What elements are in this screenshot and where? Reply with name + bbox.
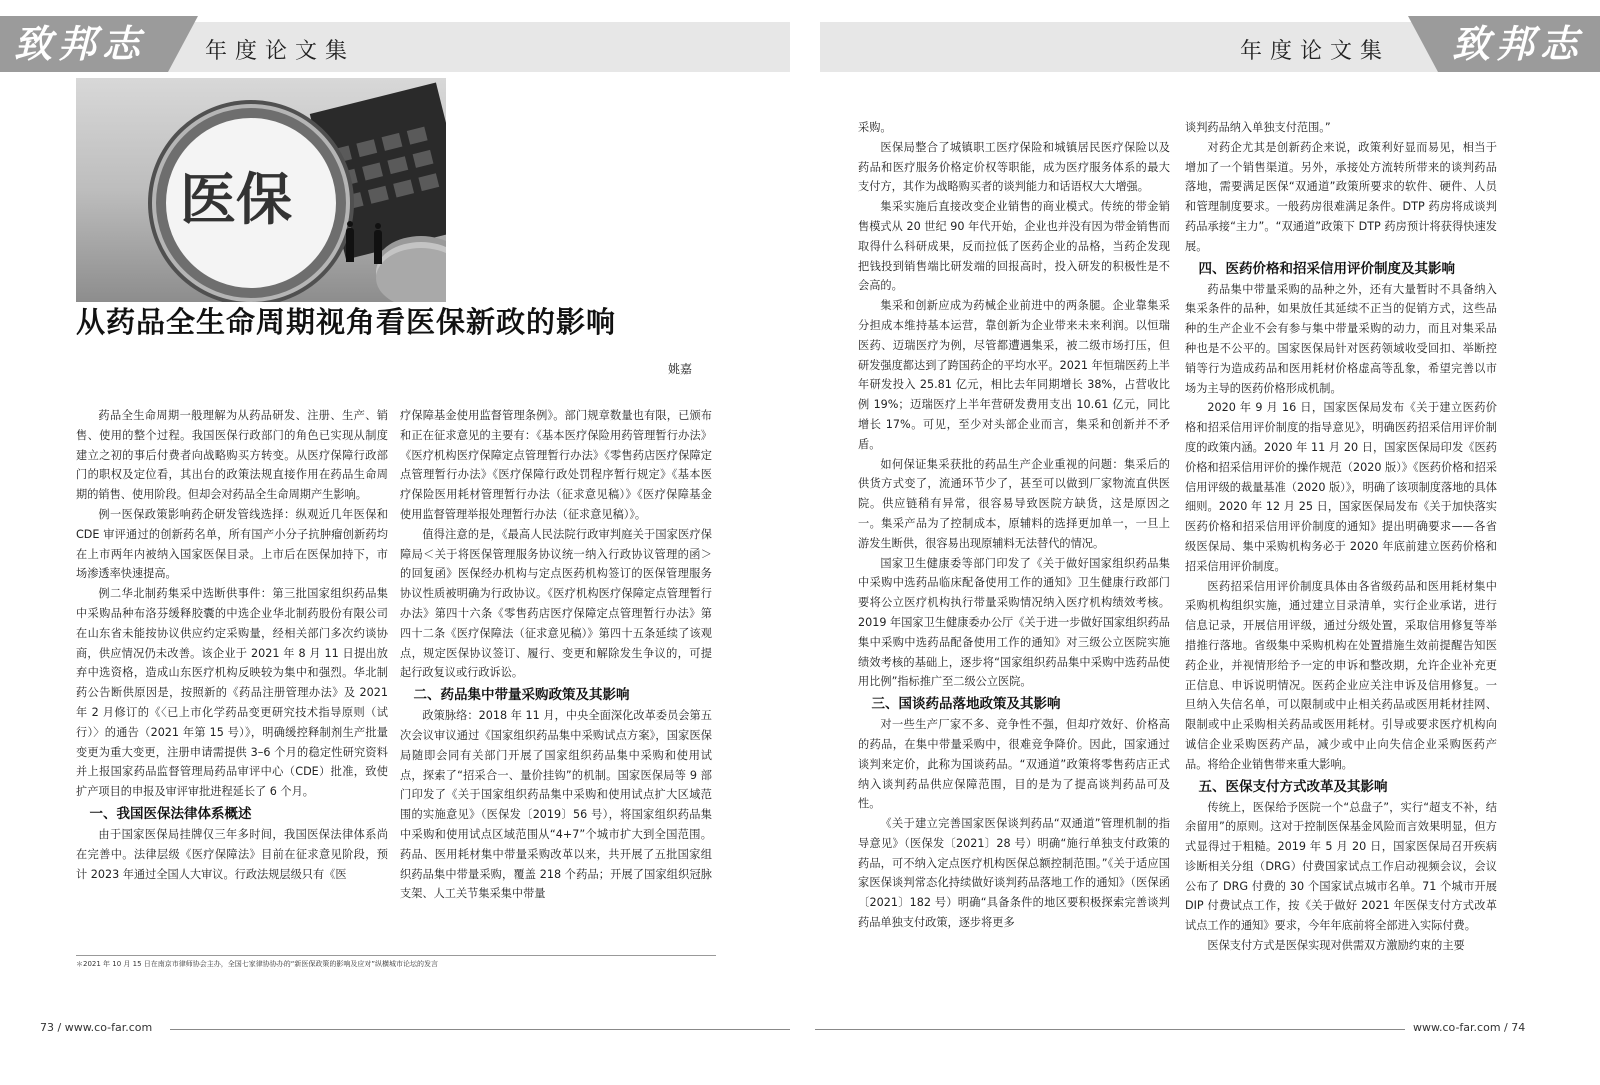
paragraph: 药品全生命周期一般理解为从药品研发、注册、生产、销售、使用的整个过程。我国医保行政部门的角色已实现从制度建立之初的事后付费者向战略购买方转变。从医疗保障行政部门的职权及定位看，其出台的政策法规直接作用在药品生命周期的销售、使用阶段。但却会对药品全生命周期产生影响。 xyxy=(76,409,388,502)
paragraph: 如何保证集采获批的药品生产企业重视的问题：集采后的供货方式变了，流通环节少了，甚至可以做到厂家物流直供医院。供应链稍有异常，很容易导致医院方缺货，这是原因之一。集采产品为了控制成本，原辅料的选择更加单一，一旦上游发生断供，很容易出现原辅料无法替代的情况。 xyxy=(858,457,1170,550)
paragraph: 由于国家医保局挂牌仅三年多时间，我国医保法律体系尚在完善中。法律层级《医疗保障法》目前在征求意见阶段，预计 2023 年通过全国人大审议。行政法规层级只有《医 xyxy=(76,827,388,881)
paragraph: 医保支付方式是医保实现对供需双方激励约束的主要 xyxy=(1207,939,1465,953)
section-title-right: 年度论文集 xyxy=(1240,39,1391,64)
section-heading: 三、国谈药品落地政策及其影响 xyxy=(871,696,1061,713)
lens-text: 医保 xyxy=(180,168,292,233)
paragraph: 医保局整合了城镇职工医疗保险和城镇居民医疗保险以及药品和医疗服务价格定价权等职能，成为医疗服务体系的最大支付方，其作为战略购买者的谈判能力和话语权大大增强。 xyxy=(858,140,1170,194)
paragraph: 集采和创新应成为药械企业前进中的两条腿。企业靠集采分担成本维持基本运营，靠创新为企业带来未来利润。以恒瑞医药、迈瑞医疗为例，尽管都遭遇集采，被二级市场打压，但研发强度都达到了跨国药企的平均水平。2021 年恒瑞医药上半年研发投入 25.81 亿元，相比去年同期增长 38%，占营收比例 19%；迈瑞医疗上半年营研发费用支出 10.61 亿元，同比增长 17%。可见，至少对头部企业而言，集采和创新并不矛盾。 xyxy=(858,299,1170,451)
paragraph: 国家卫生健康委等部门印发了《关于做好国家组织药品集中采购中选药品临床配备使用工作的通知》卫生健康行政部门要将公立医疗机构执行带量采购情况纳入医疗机构绩效考核。2019 年国家卫生健康委办公厅《关于进一步做好国家组织药品集中采购中选药品配备使用工作的通知》对三级公立医院实施绩效考核的基础上，逐步将“国家组织药品集中采购中选药品使用比例”指标推广至二级公立医院。 xyxy=(858,556,1170,689)
section-heading: 二、药品集中带量采购政策及其影响 xyxy=(413,687,630,704)
paragraph: 谈判药品纳入单独支付范围。” xyxy=(1185,121,1331,134)
section-title-left: 年度论文集 xyxy=(205,39,356,64)
masthead-notch-left xyxy=(168,16,198,72)
section-heading: 五、医保支付方式改革及其影响 xyxy=(1198,778,1388,795)
paragraph: 医药招采信用评价制度具体由各省级药品和医用耗材集中采购机构组织实施，通过建立目录清单，实行企业承诺，进行信息记录，开展信用评级，通过分级处置，采取信用修复等举措推行落地。省级集中采购机构在处置措施生效前提醒告知医药企业，并视情形给予一定的申诉和整改期，允许企业补充更正信息、申诉说明情况。医药企业应关注申诉及信用修复。一旦纳入失信名单，可以限制或中止相关药品或医用耗材挂网、限制或中止采购相关药品或医用耗材。引导或要求医疗机构向诚信企业采购医药产品，减少或中止向失信企业采购医药产品。将给企业销售带来重大影响。 xyxy=(1185,579,1497,771)
paragraph: 政策脉络：2018 年 11 月，中央全面深化改革委员会第五次会议审议通过《国家组织药品集中采购试点方案》，国家医保局随即会同有关部门开展了国家组织药品集中采购和使用试点，探索了“招采合一、量价挂钩”的机制。国家医保局等 9 部门印发了《关于国家组织药品集中采购和使用试点扩大区域范围的实施意见》（医保发〔2019〕56 号），将国家组织药品集中采购和使用试点区域范围从“4+7”个城市扩大到全国范围。药品、医用耗材集中带量采购改革以来，共开展了五批国家组织药品集中带量采购，覆盖 218 个药品；开展了国家组织冠脉支架、人工关节集采集中带量 xyxy=(400,709,712,901)
text-column-2 xyxy=(400,406,712,904)
footer-rule-right xyxy=(815,1029,1405,1030)
masthead-notch-right xyxy=(1408,16,1438,72)
businessman-figure xyxy=(346,228,354,262)
text-column-1 xyxy=(76,406,388,884)
paragraph: 对一些生产厂家不多、竞争性不强，但却疗效好、价格高的药品，在集中带量采购中，很难竞争降价。因此，国家通过谈判来定价，此称为国谈药品。“双通道”政策将零售药店正式纳入谈判药品供应保障范围，目的是为了提高谈判药品可及性。 xyxy=(858,718,1170,811)
text-column-4 xyxy=(1185,118,1497,956)
paragraph: 对药企尤其是创新药企来说，政策利好显而易见，相当于增加了一个销售渠道。另外，承接处方流转所带来的谈判药品落地，需要满足医保“双通道”政策所要求的软件、硬件、人员和管理制度要求。一般药房很难满足条件。DTP 药房将成谈判药品承接“主力”。“双通道”政策下 DTP 药房预计将获得快速发展。 xyxy=(1185,140,1497,253)
section-heading: 一、我国医保法律体系概述 xyxy=(89,805,252,822)
paragraph: 传统上，医保给予医院一个“总盘子”，实行“超支不补，结余留用”的原则。这对于控制医保基金风险而言效果明显，但方式显得过于粗糙。2019 年 5 月 20 日，国家医保局召开疾病诊断相关分组（DRG）付费国家试点工作启动视频会议，会议公布了 DRG 付费的 30 个国家试点城市名单。71 个城市开展 DIP 付费试点工作，按《关于做好 2021 年医保支付方式改革试点工作的通知》要求，今年年底前将全部进入实际付费。 xyxy=(1185,800,1497,933)
paragraph: 《关于建立完善国家医保谈判药品“双通道”管理机制的指导意见》（医保发〔2021〕28 号）明确“施行单独支付政策的药品，可不纳入定点医疗机构医保总额控制范围。”《关于适应国家医保谈判常态化持续做好谈判药品落地工作的通知》（医保函〔2021〕182 号）明确“具备条件的地区要积极探索完善谈判药品单独支付政策，逐步将更多 xyxy=(858,817,1170,930)
footnote-rule xyxy=(76,955,716,956)
footer-rule-left xyxy=(170,1029,790,1030)
businessman-figure xyxy=(374,230,382,264)
hero-image xyxy=(76,78,446,302)
paragraph: 例一医保政策影响药企研发管线选择：纵观近几年医保和 CDE 审评通过的创新药名单，所有国产小分子抗肿瘤创新药均在上市两年内被纳入国家医保目录。上市后在医保加持下，市场渗透率快速提高。 xyxy=(76,507,388,581)
paragraph: 2020 年 9 月 16 日，国家医保局发布《关于建立医药价格和招采信用评价制度的指导意见》，明确医药招采信用评价制度的政策内涵。2020 年 11 月 20 日，国家医保局印发《医药价格和招采信用评价的操作规范（2020 版）》《医药价格和招采信用评级的裁量基准（2020 版）》，明确了该项制度落地的具体细则。2020 年 12 月 25 日，国家医保局发布《关于加快落实医药价格和招采信用评价制度的通知》提出明确要求——各省级医保局、集中采购机构务必于 2020 年底前建立医药价格和招采信用评价制度。 xyxy=(1185,401,1497,573)
paragraph: 集采实施后直接改变企业销售的商业模式。传统的带金销售模式从 20 世纪 90 年代开始，企业也并没有因为带金销售而取得什么科研成果，反而拉低了医药企业的品格，当药企发现把钱投到销售端比研发端的回报高时，投入研发的积极性是不会高的。 xyxy=(858,200,1170,293)
page-footer-left: 73 / www.co-far.com xyxy=(40,1021,153,1034)
article-title: 从药品全生命周期视角看医保新政的影响 xyxy=(76,305,617,339)
coins-illustration xyxy=(376,248,446,302)
paragraph: 药品集中带量采购的品种之外，还有大量暂时不具备纳入集采条件的品种，如果放任其延续不正当的促销方式，这些品种的生产企业不会有参与集中带量采购的动力，而且对集采品种也是不公平的。国家医保局针对医药领域收受回扣、举断控销等行为造成药品和医用耗材价格虚高等乱象，希望完善以市场为主导的医药价格形成机制。 xyxy=(1185,282,1497,395)
paragraph: 疗保障基金使用监督管理条例》。部门规章数量也有限，已颁布和正在征求意见的主要有：《基本医疗保险用药管理暂行办法》《医疗机构医疗保障定点管理暂行办法》《零售药店医疗保障定点管理暂行办法》《医疗保障行政处罚程序暂行规定》《基本医疗保险医用耗材管理暂行办法（征求意见稿）》《医疗保障基金使用监督管理举报处理暂行办法（征求意见稿）》。 xyxy=(400,409,712,521)
masthead-logo-left: 致邦志 xyxy=(0,16,168,72)
article-author: 姚嘉 xyxy=(668,362,693,376)
section-heading: 四、医药价格和招采信用评价制度及其影响 xyxy=(1198,260,1455,277)
paragraph: 采购。 xyxy=(858,121,892,134)
masthead-logo-right: 致邦志 xyxy=(1438,16,1600,72)
page-footer-right: www.co-far.com / 74 xyxy=(1413,1021,1526,1034)
paragraph: 值得注意的是，《最高人民法院行政审判庭关于国家医疗保障局＜关于将医保管理服务协议统一纳入行政协议管理的函＞的回复函》医保经办机构与定点医药机构签订的医保管理服务协议性质被明确为行政协议。《医疗机构医疗保障定点管理暂行办法》第四十六条《零售药店医疗保障定点管理暂行办法》第四十二条《医疗保障法（征求意见稿）》第四十五条延续了该观点，规定医保协议签订、履行、变更和解除发生争议的，可提起行政复议或行政诉讼。 xyxy=(400,527,712,680)
footnote: ＊2021 年 10 月 15 日在南京市律师协会主办，全国七家律协协办的“新医保政策的影响及应对”纵横城市论坛的发言 xyxy=(76,960,439,968)
paragraph: 例二华北制药集采中选断供事件：第三批国家组织药品集中采购品种布洛芬缓释胶囊的中选企业华北制药股份有限公司在山东省未能按协议供应约定采购量，经相关部门多次约谈协商，供应情况仍未改善。该企业于 2021 年 8 月 11 日提出放弃中选资格，造成山东医疗机构反映较为集中和强烈。华北制药公告断供原因是，按照新的《药品注册管理办法》及 2021 年 2 月修订的《〈已上市化学药品变更研究技术指导原则（试行）〉的通告（2021 年第 15 号）》，明确缓控释制剂生产批量变更为重大变更，注册申请需提供 3–6 个月的稳定性研究资料并上报国家药品监督管理局药品审评中心（CDE）批准，致使扩产项目的申报及审评审批进程延长了 6 个月。 xyxy=(76,587,388,799)
text-column-3 xyxy=(858,118,1170,933)
